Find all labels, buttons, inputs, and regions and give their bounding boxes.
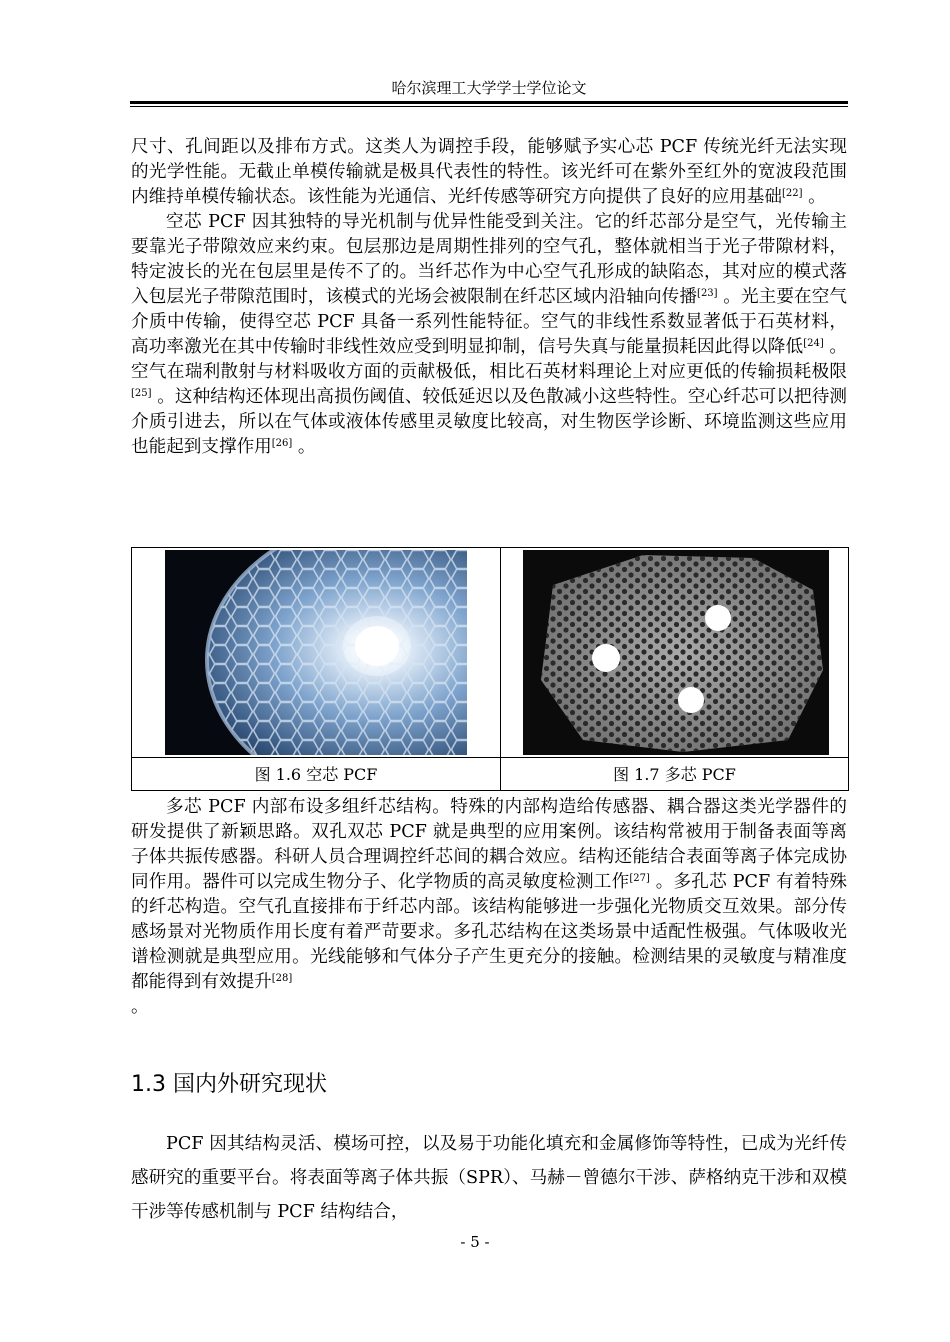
paragraph-tail: 。 <box>292 437 316 457</box>
citation-ref: [25] <box>131 388 152 399</box>
text-block-middle <box>131 795 847 1020</box>
paragraph-solid-core <box>131 135 847 210</box>
running-header: 哈尔滨理工大学学士学位论文 <box>391 79 587 97</box>
citation-ref: [24] <box>803 338 824 349</box>
figure-cell-multi-core <box>501 548 848 757</box>
section-heading: 1.3 国内外研究现状 <box>131 1072 327 1097</box>
paragraph-research-status: PCF 因其结构灵活、模场可控，以及易于功能化填充和金属修饰等特性，已成为光纤传感研究的重要平台。将表面等离子体共振（SPR）、马赫－曾德尔干涉、萨格纳克干涉和双模干涉等传感机制与 PCF 结构结合， <box>131 1134 847 1222</box>
citation-ref: [28] <box>271 973 293 984</box>
paragraph-hollow-core <box>131 210 847 460</box>
citation-ref: [26] <box>271 438 293 449</box>
paragraph-text: 。多孔芯 PCF 有着特殊的纤芯构造。空气孔直接排布于纤芯内部。该结构能够进一步强化光物质交互效果。部分传感场景对光物质作用长度有着严苛要求。多孔芯结构在这类场景中适配性极强。气体吸收光谱检测就是典型应用。光线能够和气体分子产生更充分的接触。检测结果的灵敏度与精准度都能得到有效提升 <box>131 872 847 992</box>
paragraph-tail: 。 <box>131 997 149 1017</box>
citation-ref: [27] <box>629 873 650 884</box>
paragraph-multi-core <box>131 795 847 1020</box>
header-rule-thick <box>130 101 848 104</box>
figure-caption-1-7: 图 1.7 多芯 PCF <box>613 765 736 784</box>
citation-ref: [22] <box>781 188 803 199</box>
paragraph-text: 多芯 PCF 内部布设多组纤芯结构。特殊的内部构造给传感器、耦合器这类光学器件的研发提供了新颖思路。双孔双芯 PCF 就是典型的应用案例。该结构常被用于制备表面等离子体共振传感器。科研人员合理调控纤芯间的耦合效应。结构还能结合表面等离子体完成协同作用。器件可以完成生物分子、化学物质的高灵敏度检测工作 <box>131 797 847 892</box>
paragraph-text: 。光主要在空气介质中传输，使得空芯 PCF 具备一系列性能特征。空气的非线性系数显著低于石英材料，高功率激光在其中传输时非线性效应受到明显抑制，信号失真与能量损耗因此得以降低 <box>131 287 847 357</box>
figure-table <box>131 547 849 791</box>
paragraph-tail: 。 <box>802 187 826 207</box>
paragraph-text: 。空气在瑞利散射与材料吸收方面的贡献极低，相比石英材料理论上对应更低的传输损耗极限 <box>131 337 848 382</box>
paragraph-text: 空芯 PCF 因其独特的导光机制与优异性能受到关注。它的纤芯部分是空气，光传输主要靠光子带隙效应来约束。包层那边是周期性排列的空气孔，整体就相当于光子带隙材料，特定波长的光在包层里是传不了的。当纤芯作为中心空气孔形成的缺陷态，其对应的模式落入包层光子带隙范围时，该模式的光场会被限制在纤芯区域内沿轴向传播 <box>131 212 847 307</box>
figure-caption-row <box>132 757 848 791</box>
text-block-top <box>131 135 847 460</box>
figure-cell-hollow-core <box>132 548 501 757</box>
hollow-core-pcf-image <box>165 550 467 755</box>
page-number: - 5 - <box>460 1233 490 1251</box>
paragraph-text: 尺寸、孔间距以及排布方式。这类人为调控手段，能够赋予实心芯 PCF 传统光纤无法实现的光学性能。无截止单模传输就是极具代表性的特性。该光纤可在紫外至红外的宽波段范围内维持单模传输状态。该性能为光通信、光纤传感等研究方向提供了良好的应用基础 <box>131 137 847 207</box>
multi-core-pcf-image <box>523 550 829 755</box>
header-rule-thin <box>130 106 848 107</box>
citation-ref: [23] <box>697 288 718 299</box>
text-block-bottom <box>131 1127 847 1229</box>
paragraph-text: 。这种结构还体现出高损伤阈值、较低延迟以及色散减小这些特性。空心纤芯可以把待测介质引进去，所以在气体或液体传感里灵敏度比较高，对生物医学诊断、环境监测这些应用也能起到支撑作用 <box>131 387 847 457</box>
figure-caption-1-6: 图 1.6 空芯 PCF <box>132 758 501 791</box>
